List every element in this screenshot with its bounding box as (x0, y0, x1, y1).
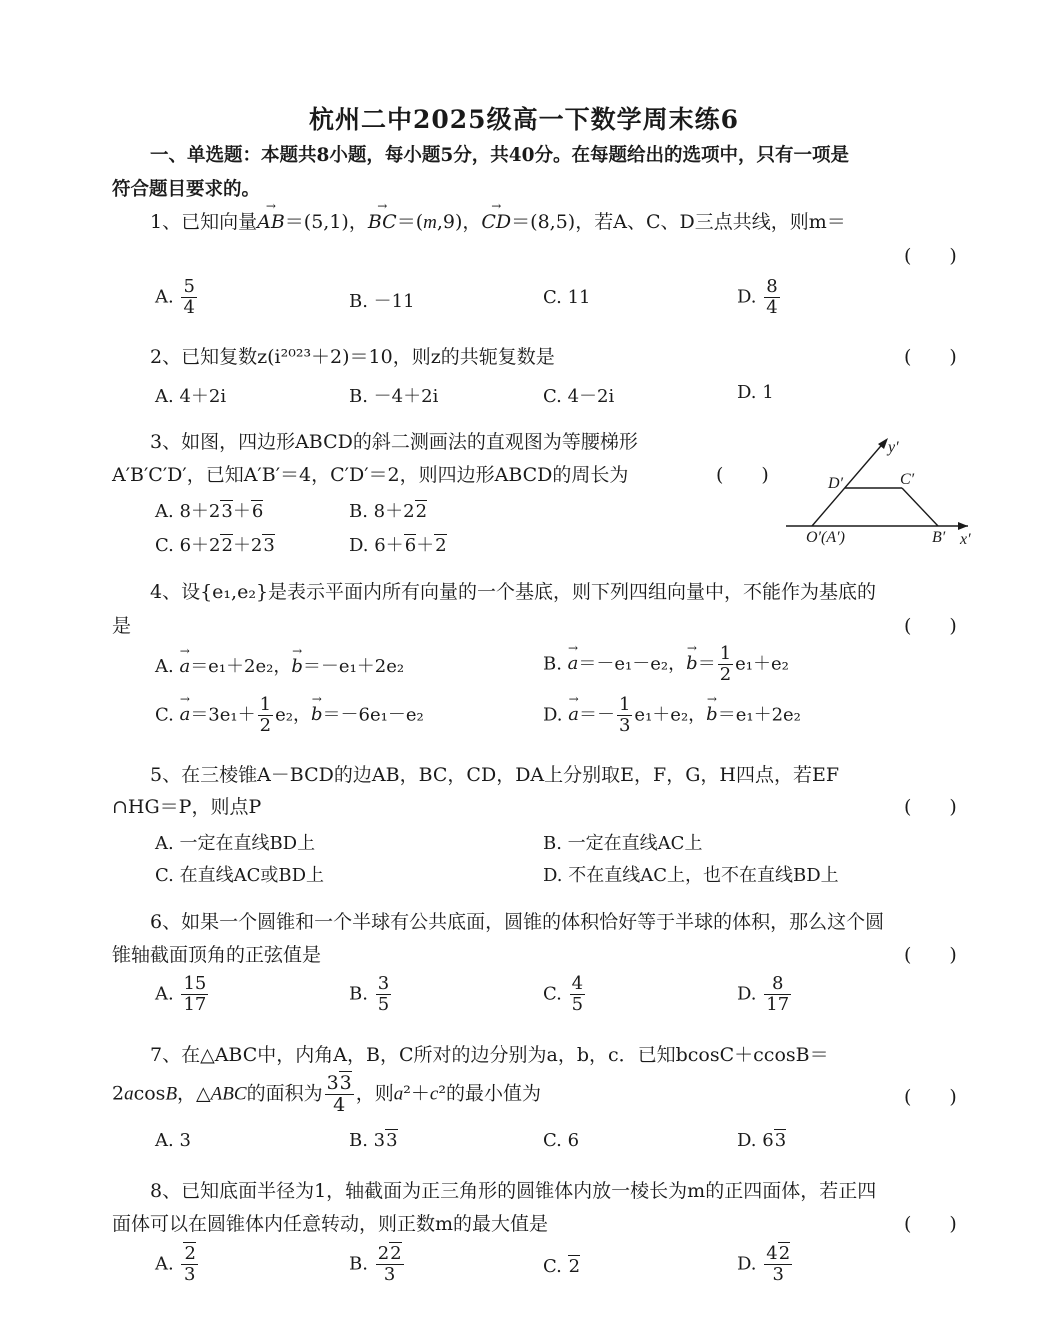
q2-option-d[interactable]: D. 1 (737, 382, 774, 403)
section-heading: 一、单选题：本题共8小题，每小题5分，共40分。在每题给出的选项中，只有一项是 (150, 145, 849, 166)
q2-option-c[interactable]: C. 4－2i (543, 386, 615, 407)
q3-option-b[interactable]: B. 8＋22 (349, 501, 428, 522)
question-8: 8、已知底面半径为1，轴截面为正三角形的圆锥体内放一棱长为m的正四面体，若正四 (150, 1180, 877, 1202)
q6-option-a[interactable]: A. $\frac{15}{17}$ (155, 973, 207, 1015)
q8-option-d[interactable]: D. $\frac{42}{3}$ (737, 1243, 791, 1285)
segment-cb (902, 488, 938, 526)
answer-paren[interactable]: ( ) (904, 245, 957, 267)
q7-option-b[interactable]: B. 33 (349, 1130, 398, 1151)
label-d: D′ (828, 475, 844, 492)
q7-option-d[interactable]: D. 63 (737, 1130, 787, 1151)
q8-option-a[interactable]: A. $\frac{2}{3}$ (155, 1243, 196, 1285)
x-axis-arrow (958, 522, 968, 530)
q3-option-c[interactable]: C. 6＋22＋23 (155, 535, 275, 556)
q6-option-d[interactable]: D. $\frac{8}{17}$ (737, 973, 790, 1015)
q5-option-c[interactable]: C. 在直线AC或BD上 (155, 865, 325, 886)
q1-option-d[interactable]: D. $\frac{8}{4}$ (737, 276, 778, 318)
question-3-cont: A′B′C′D′，已知A′B′＝4，C′D′＝2，则四边形ABCD的周长为 (112, 464, 629, 486)
vector-ab: AB → (257, 211, 285, 233)
q5-option-a[interactable]: A. 一定在直线BD上 (155, 833, 316, 854)
question-4-cont: 是 (112, 615, 132, 637)
question-7-cont: 2acosB，△ABC的面积为 $\frac{33}{4}$ ，则a²＋c²的最小值为 (112, 1072, 541, 1116)
answer-paren[interactable]: ( ) (904, 944, 957, 966)
answer-paren[interactable]: ( ) (904, 1213, 957, 1235)
q4-option-b[interactable]: B. a →＝－e₁－e₂，b →＝ $\frac{1}{2}$ e₁＋e₂ (543, 644, 789, 685)
q5-option-b[interactable]: B. 一定在直线AC上 (543, 833, 703, 854)
q7-option-a[interactable]: A. 3 (155, 1130, 191, 1151)
vector-cd: CD → (481, 211, 511, 233)
label-y: y′ (888, 439, 899, 456)
label-x: x′ (960, 531, 971, 548)
q3-option-d[interactable]: D. 6＋6＋2 (349, 535, 447, 556)
question-6: 6、如果一个圆锥和一个半球有公共底面，圆锥的体积恰好等于半球的体积，那么这个圆 (150, 911, 885, 933)
q1-option-c[interactable]: C. 11 (543, 287, 591, 308)
q4-option-c[interactable]: C. a →＝3e₁＋ $\frac{1}{2}$ e₂，b →＝－6e₁－e₂ (155, 695, 424, 736)
question-1: 1、已知向量AB →＝(5,1)，BC →＝(m,9)，CD →＝(8,5)，若A、C、D三点共线，则m＝ (150, 207, 846, 234)
q1-option-b[interactable]: B. －11 (349, 291, 415, 312)
answer-paren[interactable]: ( ) (904, 796, 957, 818)
question-8-cont: 面体可以在圆锥体内任意转动，则正数m的最大值是 (112, 1213, 549, 1235)
q6-option-b[interactable]: B. $\frac{3}{5}$ (349, 973, 390, 1015)
question-5: 5、在三棱锥A－BCD的边AB，BC，CD，DA上分别取E，F，G，H四点，若EF (150, 764, 840, 786)
question-5-cont: ∩HG＝P，则点P (112, 796, 262, 818)
q1-option-a[interactable]: A. $\frac{5}{4}$ (155, 276, 195, 318)
section-heading-cont: 符合题目要求的。 (112, 179, 261, 200)
answer-paren[interactable]: ( ) (904, 615, 957, 637)
label-o: O′(A′) (806, 529, 845, 546)
page-title: 杭州二中2025级高一下数学周末练6 (309, 105, 739, 134)
q8-option-b[interactable]: B. $\frac{22}{3}$ (349, 1243, 402, 1285)
trapezoid-figure (780, 432, 980, 557)
vector-bc: BC → (368, 211, 397, 233)
q3-option-a[interactable]: A. 8＋23＋6 (155, 501, 264, 522)
question-4: 4、设{e₁,e₂}是表示平面内所有向量的一个基底，则下列四组向量中，不能作为基底的 (150, 581, 877, 603)
q8-option-c[interactable]: C. 2 (543, 1256, 581, 1277)
q5-option-d[interactable]: D. 不在直线AC上，也不在直线BD上 (543, 865, 839, 886)
answer-paren[interactable]: ( ) (904, 1086, 957, 1108)
answer-paren[interactable]: ( ) (904, 346, 957, 368)
q6-option-c[interactable]: C. $\frac{4}{5}$ (543, 973, 584, 1015)
label-c: C′ (900, 471, 915, 488)
question-2: 2、已知复数z(i²⁰²³＋2)＝10，则z的共轭复数是 (150, 346, 555, 368)
q4-option-d[interactable]: D. a →＝－ $\frac{1}{3}$ e₁＋e₂，b →＝e₁＋2e₂ (543, 695, 801, 736)
label-b: B′ (932, 529, 946, 546)
y-axis (812, 440, 886, 526)
q7-option-c[interactable]: C. 6 (543, 1130, 580, 1151)
q2-option-a[interactable]: A. 4＋2i (155, 386, 227, 407)
question-6-cont: 锥轴截面顶角的正弦值是 (112, 944, 322, 966)
answer-paren[interactable]: ( ) (716, 464, 769, 486)
q4-option-a[interactable]: A. a →＝e₁＋2e₂，b →＝－e₁＋2e₂ (155, 652, 404, 678)
question-3: 3、如图，四边形ABCD的斜二测画法的直观图为等腰梯形 (150, 431, 638, 453)
q2-option-b[interactable]: B. －4＋2i (349, 386, 439, 407)
question-7: 7、在△ABC中，内角A，B，C所对的边分别为a，b，c．已知bcosC＋ccosB＝ (150, 1044, 829, 1066)
